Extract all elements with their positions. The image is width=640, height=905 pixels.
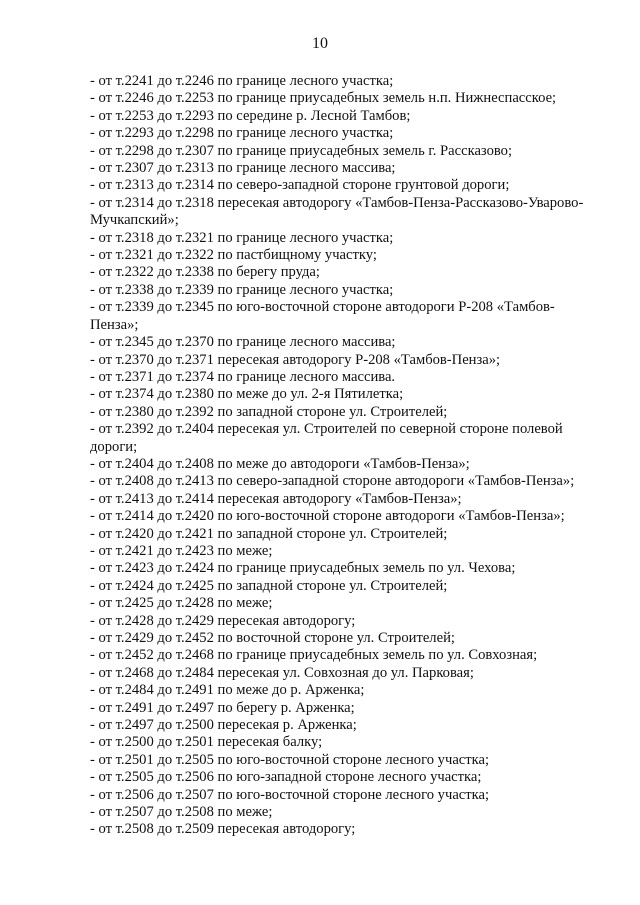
text-line: дороги; [90,438,138,455]
text-line: - от т.2425 до т.2428 по меже; [90,595,273,612]
text-line: - от т.2371 до т.2374 по границе лесного массива. [90,368,396,385]
text-line: - от т.2253 до т.2293 по середине р. Лесной Тамбов; [90,107,411,124]
text-line: - от т.2404 до т.2408 по меже до автодороги «Тамбов-Пенза»; [90,455,470,472]
text-line: - от т.2421 до т.2423 по меже; [90,542,273,559]
text-line: - от т.2423 до т.2424 по границе приусадебных земель по ул. Чехова; [90,560,516,577]
text-line: - от т.2322 до т.2338 по берегу пруда; [90,264,320,281]
text-line: - от т.2246 до т.2253 по границе приусадебных земель н.п. Нижнеспасское; [90,90,557,107]
text-line: - от т.2424 до т.2425 по западной стороне ул. Строителей; [90,577,448,594]
text-line: - от т.2370 до т.2371 пересекая автодорогу Р-208 «Тамбов-Пенза»; [90,351,501,368]
text-line: - от т.2420 до т.2421 по западной стороне ул. Строителей; [90,525,448,542]
document-body [90,73,610,839]
text-line: Пенза»; [90,316,139,333]
text-line: - от т.2506 до т.2507 по юго-восточной стороне лесного участка; [90,786,490,803]
text-line: - от т.2314 до т.2318 пересекая автодорогу «Тамбов-Пенза-Рассказово-Уварово- [90,194,584,211]
text-line: - от т.2508 до т.2509 пересекая автодорогу; [90,821,356,838]
text-line: - от т.2413 до т.2414 пересекая автодорогу «Тамбов-Пенза»; [90,490,462,507]
text-line: - от т.2507 до т.2508 по меже; [90,804,273,821]
text-line: - от т.2338 до т.2339 по границе лесного участка; [90,281,394,298]
text-line: - от т.2392 до т.2404 пересекая ул. Строителей по северной стороне полевой [90,421,563,438]
text-line: - от т.2408 до т.2413 по северо-западной стороне автодороги «Тамбов-Пенза»; [90,473,575,490]
text-line: - от т.2428 до т.2429 пересекая автодорогу; [90,612,356,629]
text-line: - от т.2468 до т.2484 пересекая ул. Совхозная до ул. Парковая; [90,664,474,681]
text-line: - от т.2318 до т.2321 по границе лесного участка; [90,229,394,246]
text-line: - от т.2313 до т.2314 по северо-западной стороне грунтовой дороги; [90,177,510,194]
text-line: - от т.2505 до т.2506 по юго-западной стороне лесного участка; [90,769,482,786]
text-line: - от т.2501 до т.2505 по юго-восточной стороне лесного участка; [90,751,490,768]
text-line: - от т.2497 до т.2500 пересекая р. Арженка; [90,717,357,734]
text-line: - от т.2339 до т.2345 по юго-восточной стороне автодороги Р-208 «Тамбов- [90,299,555,316]
text-line: - от т.2429 до т.2452 по восточной стороне ул. Строителей; [90,630,455,646]
text-line: - от т.2380 до т.2392 по западной стороне ул. Строителей; [90,403,448,420]
text-line: - от т.2345 до т.2370 по границе лесного массива; [90,334,396,351]
text-line: - от т.2491 до т.2497 по берегу р. Арженка; [90,699,355,716]
text-line: - от т.2293 до т.2298 по границе лесного участка; [90,125,394,142]
text-line: - от т.2484 до т.2491 по меже до р. Арженка; [90,682,365,699]
text-line: - от т.2414 до т.2420 по юго-восточной стороне автодороги «Тамбов-Пенза»; [90,508,565,525]
page-number: 10 [312,35,328,52]
text-line: - от т.2452 до т.2468 по границе приусадебных земель по ул. Совхозная; [90,647,538,664]
text-line: - от т.2374 до т.2380 по меже до ул. 2-я Пятилетка; [90,386,404,403]
text-line: - от т.2307 до т.2313 по границе лесного массива; [90,160,396,177]
text-line: - от т.2241 до т.2246 по границе лесного участка; [90,73,394,89]
text-line: - от т.2321 до т.2322 по пастбищному участку; [90,247,377,264]
text-line: - от т.2500 до т.2501 пересекая балку; [90,734,323,751]
text-line: Мучкапский»; [90,212,179,229]
text-line: - от т.2298 до т.2307 по границе приусадебных земель г. Рассказово; [90,142,513,159]
